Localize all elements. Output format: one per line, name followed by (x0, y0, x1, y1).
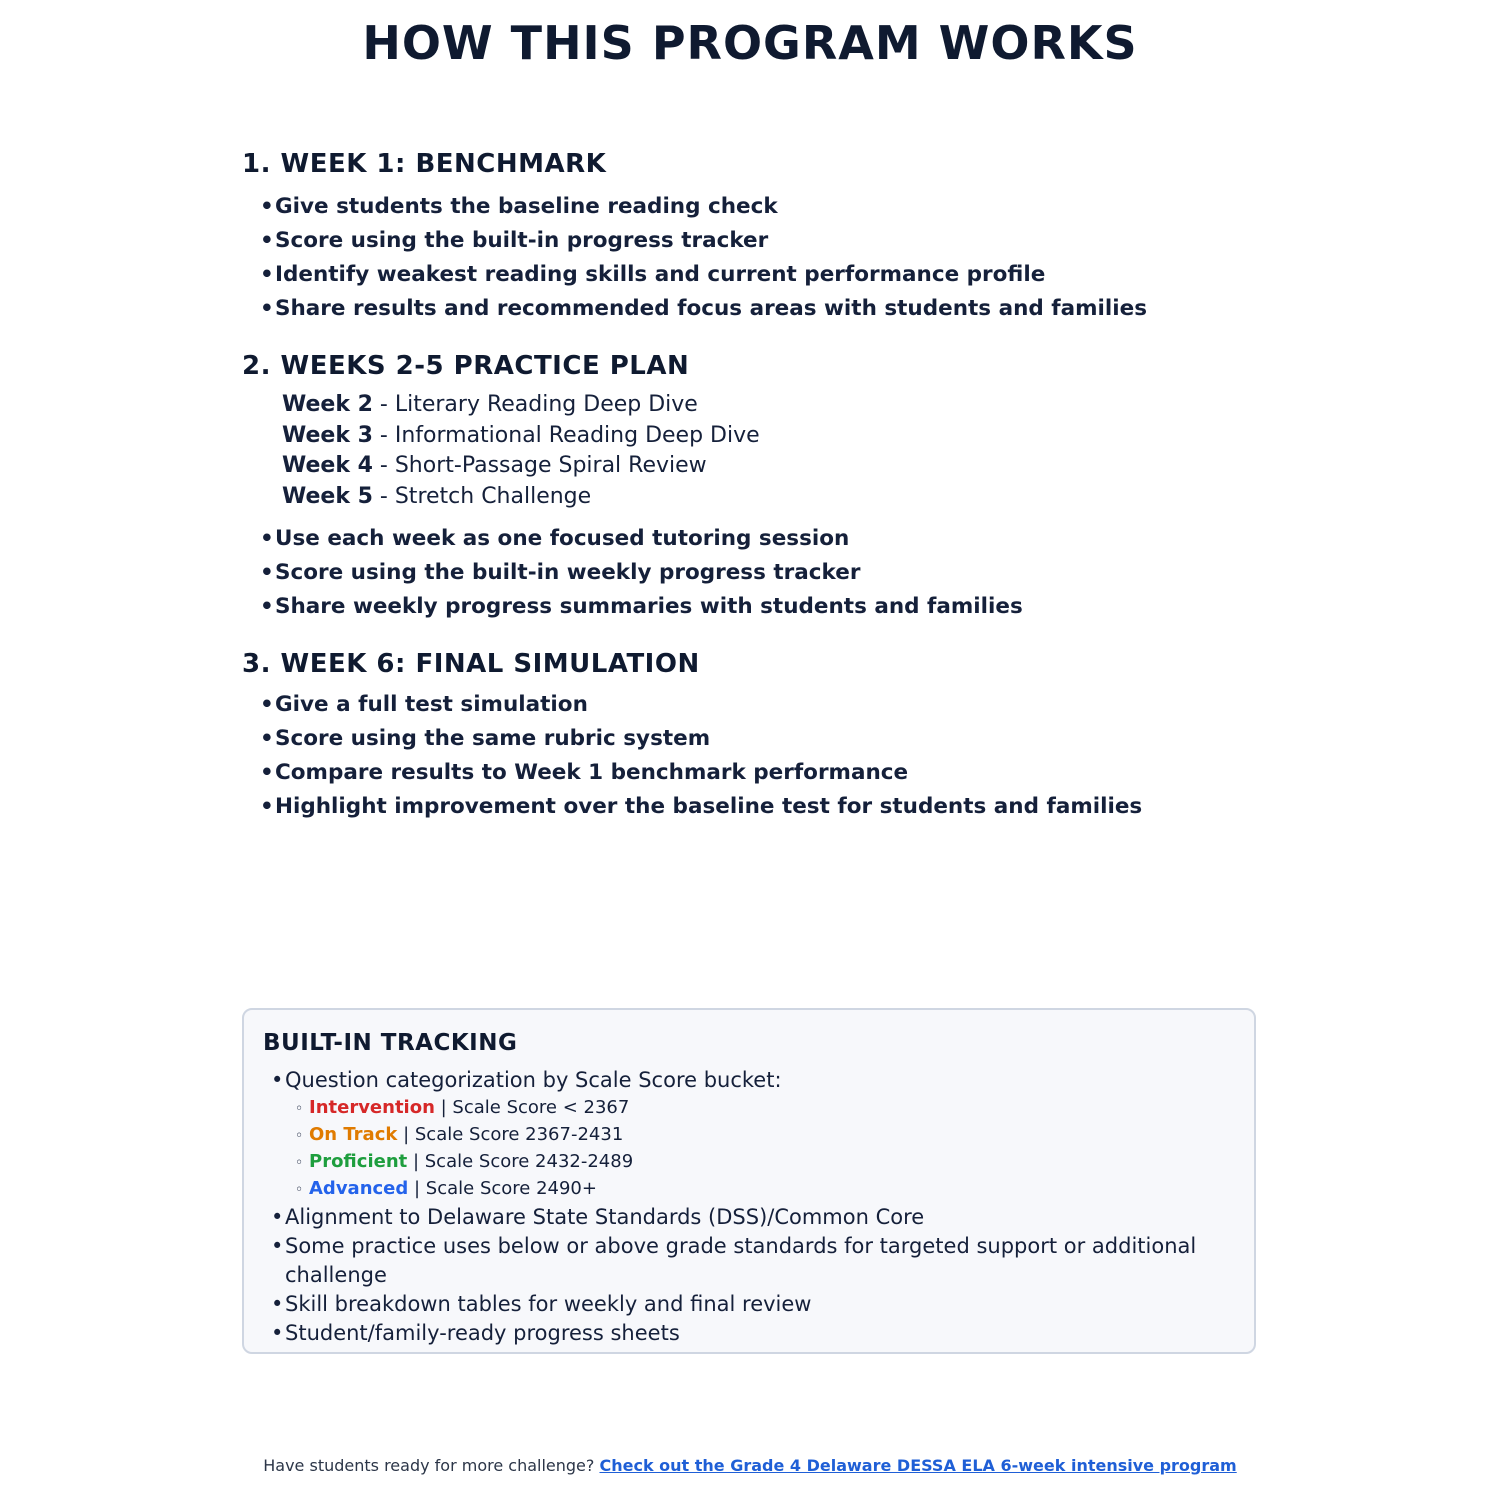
tracking-list (263, 1066, 1236, 1348)
section-weeks-2-5 (242, 342, 1262, 624)
section-heading: 1. WEEK 1: BENCHMARK (242, 149, 607, 179)
bucket-range: | Scale Score 2367-2431 (397, 1124, 624, 1145)
week-label: Week 3 (282, 422, 373, 448)
list-item: • Highlight improvement over the baseline test for students and families (260, 790, 1262, 824)
bucket-list (285, 1095, 1236, 1203)
page-title: HOW THIS PROGRAM WORKS (362, 16, 1138, 70)
bucket-range: | Scale Score 2490+ (408, 1178, 597, 1199)
list-item: • Give students the baseline reading check (260, 190, 1262, 224)
footer-prompt: Have students ready for more challenge? (263, 1456, 600, 1475)
footer (0, 1454, 1500, 1478)
list-item (271, 1066, 1236, 1203)
bucket-item-advanced (295, 1176, 1236, 1203)
section-week-1 (242, 140, 1262, 326)
bucket-range: | Scale Score < 2367 (434, 1097, 630, 1118)
section-week-6 (242, 640, 1262, 824)
list-item: • Use each week as one focused tutoring session (260, 522, 1262, 556)
bucket-item-intervention (295, 1095, 1236, 1122)
list-item: • Skill breakdown tables for weekly and final review (271, 1290, 1236, 1319)
week-description: - Stretch Challenge (372, 483, 592, 509)
list-item: • Compare results to Week 1 benchmark performance (260, 756, 1262, 790)
list-item: • Student/family-ready progress sheets (271, 1319, 1236, 1348)
bucket-name: Advanced (309, 1178, 409, 1199)
bucket-name: Intervention (309, 1097, 435, 1118)
program-steps (242, 140, 1262, 824)
built-in-tracking-box (242, 1008, 1256, 1354)
list-item: • Share results and recommended focus areas with students and families (260, 292, 1262, 326)
list-item: • Alignment to Delaware State Standards (DSS)/Common Core (271, 1203, 1236, 1232)
bucket-item-on-track (295, 1122, 1236, 1149)
list-item: • Score using the built-in progress tracker (260, 224, 1262, 258)
week-label: Week 5 (282, 483, 373, 509)
grade-4-program-link[interactable]: Check out the Grade 4 Delaware DESSA ELA 6-week intensive program (599, 1456, 1237, 1475)
week-description: - Informational Reading Deep Dive (372, 422, 760, 448)
week-plan-item (282, 421, 1262, 452)
week-plan-item (282, 482, 1262, 513)
bucket-name: Proficient (309, 1151, 408, 1172)
week-plan-item (282, 390, 1262, 421)
list-item: • Some practice uses below or above grade standards for targeted support or additional challenge (271, 1232, 1236, 1290)
list-item: • Give a full test simulation (260, 688, 1262, 722)
section-heading: 2. WEEKS 2-5 PRACTICE PLAN (242, 351, 690, 381)
list-item: • Share weekly progress summaries with students and families (260, 590, 1262, 624)
tracking-title: BUILT-IN TRACKING (263, 1030, 518, 1056)
list-item: • Score using the same rubric system (260, 722, 1262, 756)
week-plan-item (282, 451, 1262, 482)
week-description: - Literary Reading Deep Dive (372, 392, 698, 417)
list-item: • Identify weakest reading skills and current performance profile (260, 258, 1262, 292)
bucket-item-proficient (295, 1149, 1236, 1176)
list-item: • Score using the built-in weekly progress tracker (260, 556, 1262, 590)
week-label: Week 4 (282, 453, 373, 478)
week-label: Week 2 (282, 392, 373, 417)
bullet-list (242, 522, 1262, 624)
bucket-range: | Scale Score 2432-2489 (407, 1151, 634, 1172)
week-plan-list (242, 390, 1262, 512)
section-heading: 3. WEEK 6: FINAL SIMULATION (242, 649, 700, 679)
week-description: - Short-Passage Spiral Review (372, 453, 707, 478)
categorization-text: Question categorization by Scale Score bucket: (285, 1068, 782, 1092)
bucket-name: On Track (309, 1124, 398, 1145)
bullet-list (242, 190, 1262, 326)
bullet-list (242, 688, 1262, 824)
